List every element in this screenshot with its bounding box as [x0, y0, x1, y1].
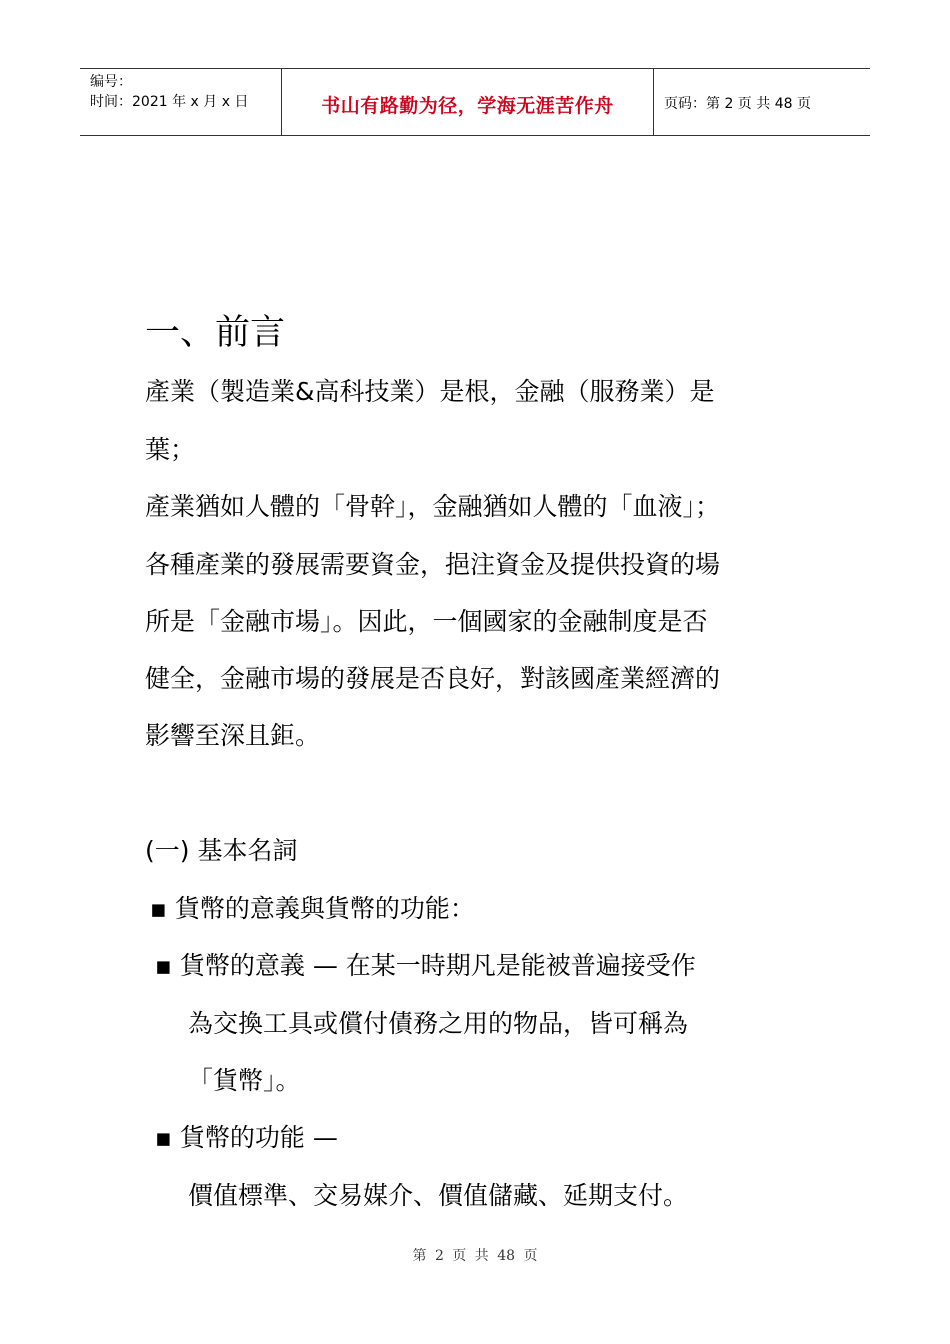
section-title: (一) 基本名詞	[145, 836, 298, 865]
bullet-money-function: ▪ 貨幣的功能 —	[155, 1123, 338, 1152]
intro-line-5: 所是「金融市場」。因此，一個國家的金融制度是否	[145, 607, 708, 636]
intro-line-2: 葉；	[145, 435, 196, 464]
intro-line-6: 健全，金融市場的發展是否良好，對該國產業經濟的	[145, 664, 721, 693]
intro-line-3: 產業猶如人體的「骨幹」，金融猶如人體的「血液」；	[145, 492, 721, 521]
serial-label: 编号：	[90, 74, 132, 90]
header-motto: 书山有路勤为径，学海无涯苦作舟	[321, 94, 614, 117]
bullet-money-meaning: ▪ 貨幣的意義 — 在某一時期凡是能被普遍接受作	[155, 951, 696, 980]
intro-line-1: 產業（製造業&高科技業）是根，金融（服務業）是	[145, 377, 715, 406]
money-meaning-cont-1: 為交換工具或償付債務之用的物品，皆可稱為	[188, 1009, 689, 1038]
money-meaning-cont-2: 「貨幣」。	[188, 1066, 301, 1095]
intro-line-4: 各種產業的發展需要資金，挹注資金及提供投資的場	[145, 550, 721, 579]
page-header	[80, 68, 870, 136]
header-meta-cell	[80, 69, 282, 135]
chapter-title: 一、前言	[145, 313, 286, 353]
money-function-list: 價值標準、交易媒介、價值儲藏、延期支付。	[188, 1181, 689, 1210]
bullet-heading: ▪ 貨幣的意義與貨幣的功能：	[150, 894, 475, 923]
header-motto-cell	[282, 69, 654, 135]
time-label: 时间：2021 年 x 月 x 日	[90, 94, 249, 110]
header-page-cell	[654, 69, 870, 135]
intro-line-7: 影響至深且鉅。	[145, 721, 321, 750]
page-footer: 第 2 页 共 48 页	[412, 1248, 538, 1264]
header-page-info: 页码：第 2 页 共 48 页	[664, 96, 811, 112]
